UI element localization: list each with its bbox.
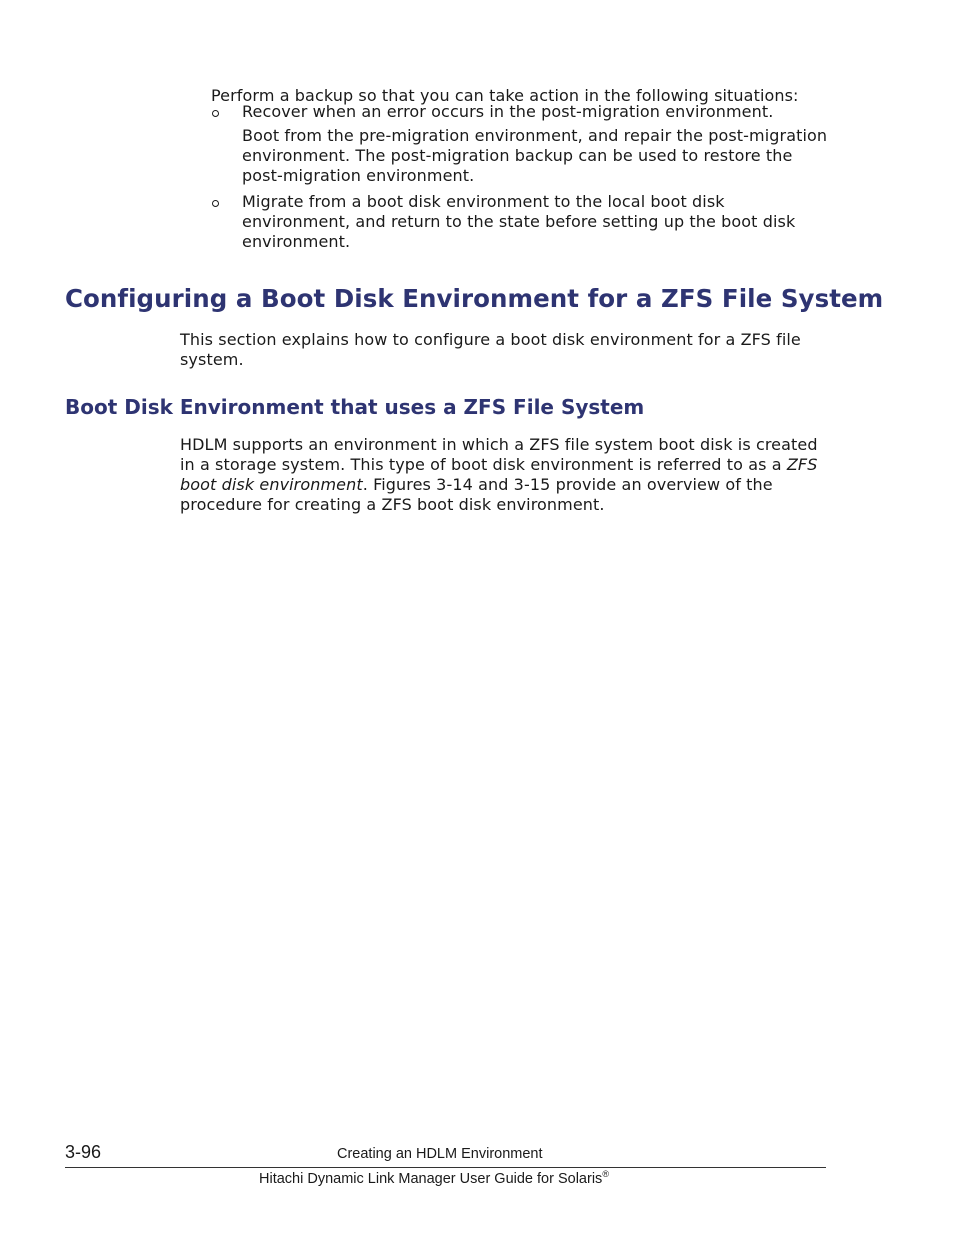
paragraph-text: . Figures 3-14 and 3-15 provide an overview of the procedure for creating a ZFS boot disk environment. — [180, 475, 773, 514]
book-title-text: Hitachi Dynamic Link Manager User Guide for Solaris — [259, 1171, 603, 1187]
situation-list — [211, 102, 831, 258]
page-number: 3-96 — [65, 1142, 102, 1162]
chapter-title: Creating an HDLM Environment — [337, 1146, 543, 1162]
defined-term: ZFS boot disk environment — [180, 455, 818, 494]
paragraph-text: HDLM supports an environment in which a ZFS file system boot disk is created in a storage system. This type of boot disk environment is referred to as a — [180, 435, 818, 474]
list-item — [211, 102, 831, 186]
subsection-paragraph — [180, 435, 830, 515]
circle-bullet-icon — [212, 110, 219, 117]
section-heading: Configuring a Boot Disk Environment for a ZFS File System — [65, 284, 884, 313]
list-item-main: Migrate from a boot disk environment to the local boot disk environment, and return to the state before setting up the boot disk environment. — [242, 192, 796, 251]
book-title — [259, 1171, 609, 1187]
intro-paragraph: Perform a backup so that you can take action in the following situations: — [211, 86, 799, 105]
section-paragraph: This section explains how to configure a boot disk environment for a ZFS file system. — [180, 330, 801, 369]
registered-mark: ® — [602, 1169, 609, 1180]
circle-bullet-icon — [212, 200, 219, 207]
list-item — [211, 192, 831, 252]
list-item-detail: Boot from the pre-migration environment, and repair the post-migration environment. The post-migration backup can be used to restore the post-migration environment. — [242, 126, 828, 185]
subsection-heading: Boot Disk Environment that uses a ZFS File System — [65, 395, 645, 419]
footer-divider — [65, 1167, 826, 1168]
list-item-main: Recover when an error occurs in the post-migration environment. — [242, 102, 774, 121]
